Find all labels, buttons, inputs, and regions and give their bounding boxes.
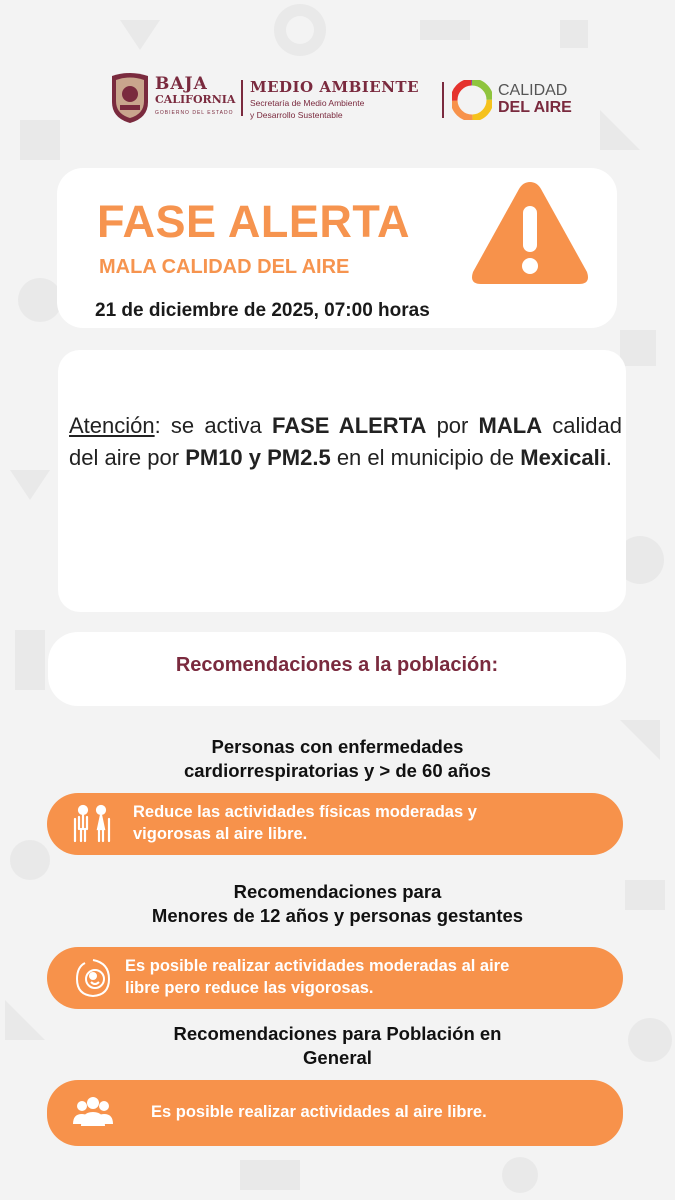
group-title-line: Recomendaciones para xyxy=(233,881,442,902)
group-people-icon xyxy=(71,1094,115,1136)
message-text: : se activa xyxy=(154,413,272,438)
message-bold: Mexicali xyxy=(520,445,606,470)
group-title xyxy=(0,735,675,783)
baja-california-logo-text xyxy=(155,76,235,116)
group-title-line: cardiorrespiratorias y > de 60 años xyxy=(184,760,491,781)
baja-california-shield-icon xyxy=(110,72,150,124)
message-text: . xyxy=(605,445,612,470)
header-logos xyxy=(0,68,675,132)
group-title-line: General xyxy=(303,1047,372,1068)
recommendation-text xyxy=(133,801,477,845)
group-title-line: Personas con enfermedades xyxy=(211,736,464,757)
recommendation-line: vigorosas al aire libre. xyxy=(133,825,308,843)
gobierno-label: GOBIERNO DEL ESTADO xyxy=(155,110,234,116)
recommendations-heading: Recomendaciones a la población: xyxy=(175,654,499,676)
recommendation-pill xyxy=(47,793,623,855)
message-bold: PM10 y PM2.5 xyxy=(185,445,331,470)
group-title xyxy=(0,880,675,928)
message-card xyxy=(58,350,626,612)
recommendation-line: libre pero reduce las vigorosas. xyxy=(125,979,374,997)
group-title-line: Recomendaciones para Población en xyxy=(173,1023,502,1044)
message-text: calidad del aire por xyxy=(69,413,622,470)
recommendation-text xyxy=(125,955,509,999)
message-text: en el municipio de xyxy=(330,445,521,470)
alert-card xyxy=(57,168,617,328)
alert-datetime: 21 de diciembre de 2025, 07:00 horas xyxy=(95,300,430,321)
group-title xyxy=(0,1022,675,1070)
medio-ambiente-title: MEDIO AMBIENTE xyxy=(250,78,420,96)
warning-triangle-icon xyxy=(467,176,593,290)
del-aire-label: DEL AIRE xyxy=(498,99,572,116)
recommendation-pill xyxy=(47,1080,623,1146)
recommendations-header-card xyxy=(48,632,626,706)
recommendation-line: Reduce las actividades físicas moderadas y xyxy=(133,803,477,821)
divider xyxy=(442,82,444,118)
divider xyxy=(241,80,243,116)
recommendation-line: Es posible realizar actividades moderadas al aire xyxy=(125,957,510,975)
medio-ambiente-sub2: y Desarrollo Sustentable xyxy=(250,110,343,120)
alert-title: FASE ALERTA xyxy=(97,196,411,247)
message-text: por xyxy=(426,413,479,438)
baja-label: BAJA xyxy=(155,74,208,94)
calidad-del-aire-logo-icon xyxy=(452,80,492,120)
message-bold: MALA xyxy=(478,413,543,438)
attention-label: Atención xyxy=(69,413,155,438)
message-bold: FASE ALERTA xyxy=(271,413,427,438)
recommendation-text: Es posible realizar actividades al aire libre. xyxy=(151,1103,487,1121)
medio-ambiente-sub1: Secretaría de Medio Ambiente xyxy=(250,98,365,108)
california-label: CALIFORNIA xyxy=(155,93,236,106)
alert-subtitle: MALA CALIDAD DEL AIRE xyxy=(99,256,350,278)
pregnancy-icon xyxy=(71,957,115,999)
alert-message xyxy=(69,410,622,474)
medio-ambiente-logo-text xyxy=(250,78,419,120)
group-title-line: Menores de 12 años y personas gestantes xyxy=(151,905,524,926)
calidad-label: CALIDAD xyxy=(498,82,568,99)
recommendation-pill xyxy=(47,947,623,1009)
calidad-del-aire-logo-text xyxy=(498,82,572,116)
elderly-people-icon xyxy=(71,803,115,845)
